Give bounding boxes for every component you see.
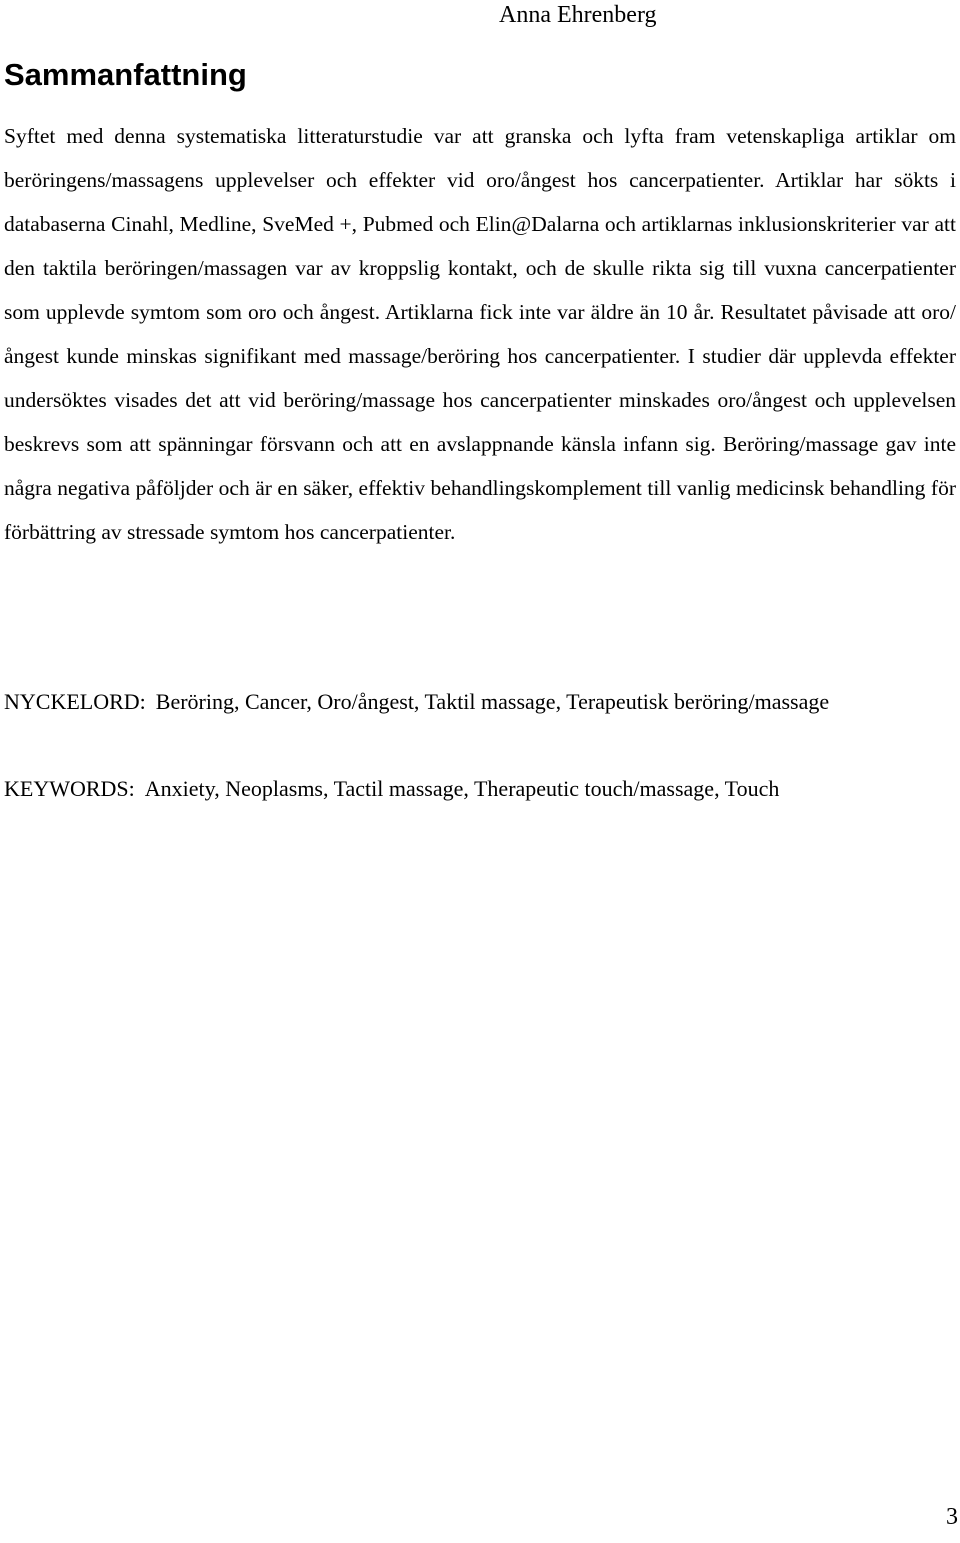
page-number: 3 — [946, 1504, 958, 1530]
abstract-text: Syftet med denna systematiska litteraturstudie var att granska och lyfta fram vetenskapliga artiklar om beröringens/massagens upplevelser och effekter vid oro/ångest hos cancerpatienter. Artiklar har sökts i databaserna Cinahl, Medline, SveMed +, Pubmed och Elin@Dalarna och artiklarnas inklusionskriterier var att den taktila beröringen/massagen var av kroppslig kontakt, och de skulle rikta sig till vuxna cancerpatienter som upplevde symtom som oro och ångest. Artiklarna fick inte var äldre än 10 år. Resultatet påvisade att oro/ångest kunde minskas signifikant med massage/beröring hos cancerpatienter. I studier där upplevda effekter undersöktes visades det att vid beröring/massage hos cancerpatienter minskades oro/ångest och upplevelsen beskrevs som att spänningar försvann och att en avslappnande känsla infann sig. Beröring/massage gav inte några negativa påföljder och är en säker, effektiv behandlingskomplement till vanlig medicinsk behandling för förbättring av stressade symtom hos cancerpatienter. — [4, 124, 956, 544]
english-keywords-label: KEYWORDS: — [4, 776, 135, 801]
english-keywords — [4, 774, 779, 804]
section-title: Sammanfattning — [4, 57, 247, 92]
swedish-keywords-label: NYCKELORD: — [4, 689, 146, 714]
swedish-keywords-value: Beröring, Cancer, Oro/ångest, Taktil massage, Terapeutisk beröring/massage — [155, 689, 830, 714]
english-keywords-value: Anxiety, Neoplasms, Tactil massage, Therapeutic touch/massage, Touch — [144, 776, 780, 801]
author-name: Anna Ehrenberg — [499, 2, 657, 28]
swedish-keywords — [4, 687, 829, 717]
